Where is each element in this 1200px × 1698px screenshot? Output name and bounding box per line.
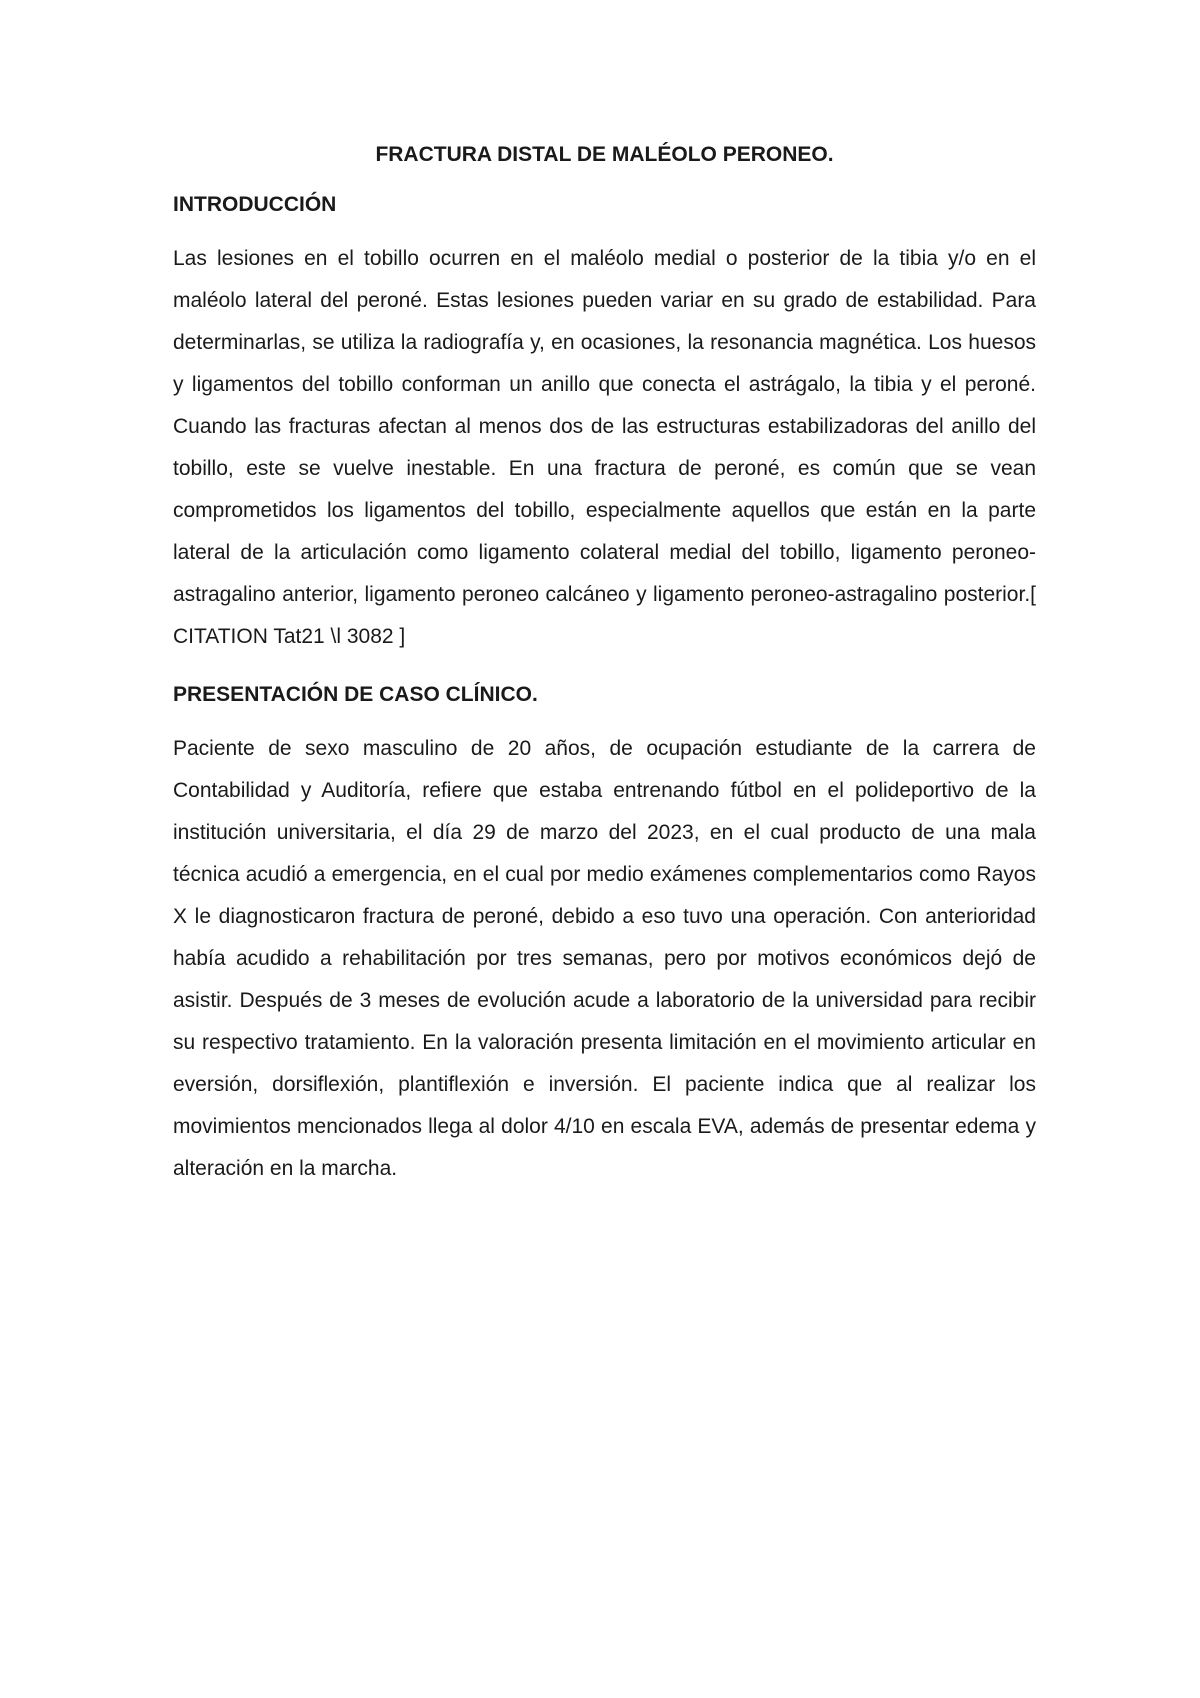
document-body [173, 140, 1036, 1212]
paragraph-introduccion: Las lesiones en el tobillo ocurren en el maléolo medial o posterior de la tibia y/o en el maléolo lateral del peroné. Estas lesiones pueden variar en su grado de estabilidad. Para determinarlas, se utiliza la radiografía y, en ocasiones, la resonancia magnética. Los huesos y ligamentos del tobillo conforman un anillo que conecta el astrágalo, la tibia y el peroné. Cuando las fracturas afectan al menos dos de las estructuras estabilizadoras del anillo del tobillo, este se vuelve inestable. En una fractura de peroné, es común que se vean comprometidos los ligamentos del tobillo, especialmente aquellos que están en la parte lateral de la articulación como ligamento colateral medial del tobillo, ligamento peroneo-astragalino anterior, ligamento peroneo calcáneo y ligamento peroneo-astragalino posterior.[ CITATION Tat21 \l 3082 ] [173, 247, 1036, 648]
document-title: FRACTURA DISTAL DE MALÉOLO PERONEO. [375, 143, 834, 166]
paragraph-caso-clinico: Paciente de sexo masculino de 20 años, de ocupación estudiante de la carrera de Contabilidad y Auditoría, refiere que estaba entrenando fútbol en el polideportivo de la institución universitaria, el día 29 de marzo del 2023, en el cual producto de una mala técnica acudió a emergencia, en el cual por medio exámenes complementarios como Rayos X le diagnosticaron fractura de peroné, debido a eso tuvo una operación. Con anterioridad había acudido a rehabilitación por tres semanas, pero por motivos económicos dejó de asistir. Después de 3 meses de evolución acude a laboratorio de la universidad para recibir su respectivo tratamiento. En la valoración presenta limitación en el movimiento articular en eversión, dorsiflexión, plantiflexión e inversión. El paciente indica que al realizar los movimientos mencionados llega al dolor 4/10 en escala EVA, además de presentar edema y alteración en la marcha. [173, 737, 1036, 1180]
section-heading-caso-clinico: PRESENTACIÓN DE CASO CLÍNICO. [173, 683, 538, 706]
section-heading-introduccion: INTRODUCCIÓN [173, 193, 337, 216]
